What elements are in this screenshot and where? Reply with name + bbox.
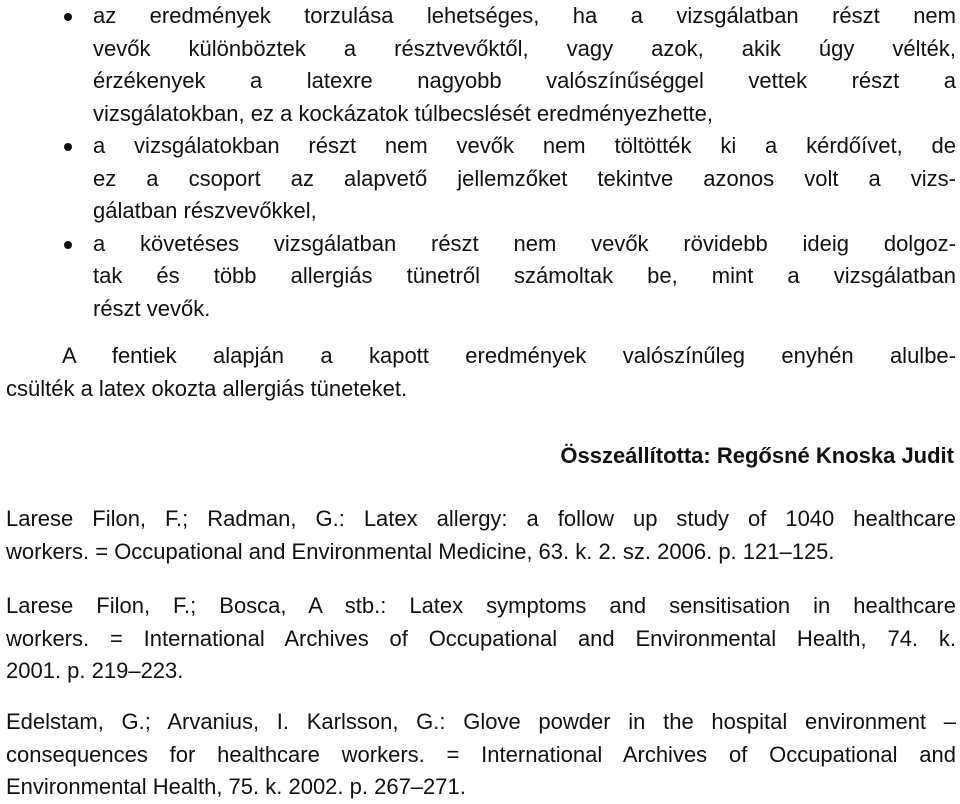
text-line: vizsgálatokban, ez a kockázatok túlbecslését eredményezhette, (93, 100, 714, 126)
text-line: workers. = Occupational and Environmental Medicine, 63. k. 2. sz. 2006. p. 121–125. (6, 538, 835, 564)
bullet-item-1 (0, 0, 960, 130)
text-line: részt vevők. (93, 295, 211, 321)
reference-item-3 (6, 706, 956, 804)
text-line: gálatban részvevőkkel, (93, 198, 317, 223)
text-line: Edelstam, G.; Arvanius, I. Karlsson, G.: Glove powder in the hospital environment – (6, 709, 956, 734)
text-line: ez a csoport az alapvető jellemzőket tekintve azonos volt a vizs- (93, 165, 956, 191)
bullet-list (0, 0, 960, 325)
text-line: A fentiek alapján a kapott eredmények valószínűleg enyhén alulbe- (62, 343, 956, 368)
reference-item-2 (6, 590, 956, 688)
text-line: consequences for healthcare workers. = International Archives of Occupational and (6, 741, 956, 767)
text-line: a követéses vizsgálatban részt nem vevők rövidebb ideig dolgoz- (93, 230, 956, 256)
bullet-item-3 (0, 228, 960, 326)
reference-item-1 (6, 503, 956, 568)
bullet-item-2 (0, 130, 960, 228)
text-line: tak és több allergiás tünetről számoltak be, mint a vizsgálatban (93, 263, 956, 288)
text-line: Larese Filon, F.; Bosca, A stb.: Latex symptoms and sensitisation in healthcare (6, 593, 956, 618)
conclusion-paragraph (6, 340, 956, 405)
text-line: csülték a latex okozta allergiás tüneteket. (6, 375, 408, 401)
text-line: 2001. p. 219–223. (6, 658, 184, 683)
bullet-dot-icon (64, 143, 72, 151)
author-credit: Összeállította: Regősné Knoska Judit (560, 443, 954, 468)
text-line: a vizsgálatokban részt nem vevők nem töltötték ki a kérdőívet, de (93, 133, 956, 158)
bullet-dot-icon (64, 241, 72, 249)
text-line: Larese Filon, F.; Radman, G.: Latex allergy: a follow up study of 1040 healthcare (6, 506, 956, 531)
text-line: érzékenyek a latexre nagyobb valószínűséggel vettek részt a (93, 68, 956, 93)
text-line: Environmental Health, 75. k. 2002. p. 267–271. (6, 774, 466, 799)
text-line: workers. = International Archives of Occupational and Environmental Health, 74. k. (6, 625, 956, 651)
text-line: az eredmények torzulása lehetséges, ha a vizsgálatban részt nem (93, 3, 956, 28)
text-line: vevők különböztek a résztvevőktől, vagy azok, akik úgy vélték, (93, 35, 956, 61)
bullet-dot-icon (64, 13, 72, 21)
